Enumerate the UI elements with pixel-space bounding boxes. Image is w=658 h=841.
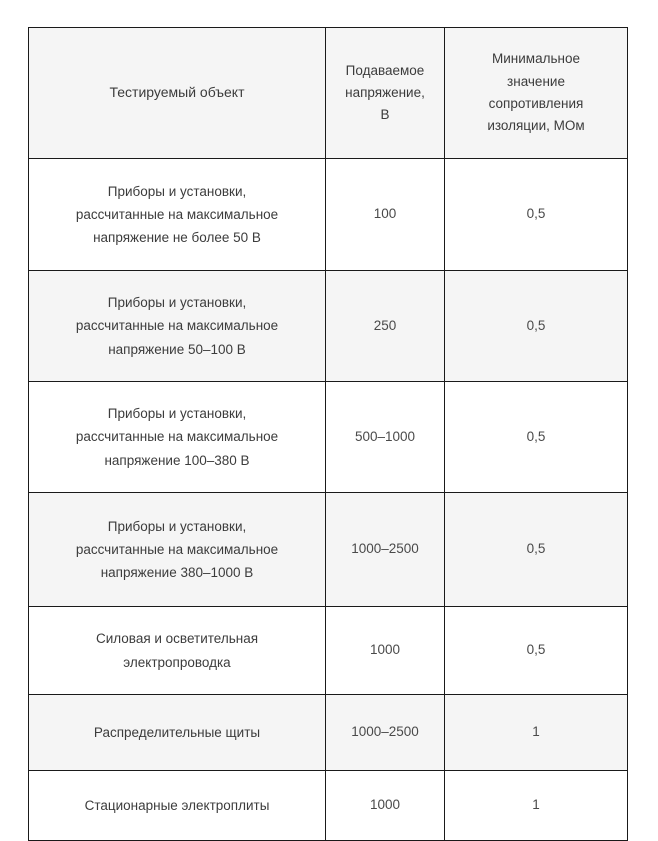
table-row bbox=[29, 771, 628, 841]
cell-resistance: 1 bbox=[445, 695, 628, 771]
cell-resistance: 0,5 bbox=[445, 271, 628, 382]
object-line-3: напряжение 100–380 В bbox=[104, 452, 250, 468]
object-line-1: Приборы и установки, bbox=[107, 183, 247, 199]
object-line-1: Приборы и установки, bbox=[107, 518, 247, 534]
cell-object: Стационарные электроплиты bbox=[29, 771, 326, 841]
header-row bbox=[29, 28, 628, 159]
cell-resistance: 1 bbox=[445, 771, 628, 841]
column-header-resistance bbox=[445, 28, 628, 159]
table-row bbox=[29, 695, 628, 771]
table-row bbox=[29, 493, 628, 607]
column-header-voltage-line-3: В bbox=[380, 107, 390, 123]
cell-resistance: 0,5 bbox=[445, 159, 628, 271]
column-header-resistance-line-4: изоляции, МОм bbox=[487, 118, 585, 134]
table-row bbox=[29, 159, 628, 271]
object-line-3: напряжение 50–100 В bbox=[108, 341, 246, 357]
column-header-resistance-line-1: Минимальное bbox=[492, 51, 580, 67]
cell-voltage: 500–1000 bbox=[326, 382, 445, 493]
object-line-1: Силовая и осветительная bbox=[95, 631, 259, 647]
cell-object bbox=[29, 271, 326, 382]
cell-voltage: 1000–2500 bbox=[326, 493, 445, 607]
object-line-2: электропроводка bbox=[123, 654, 231, 670]
column-header-voltage-line-2: напряжение, bbox=[345, 84, 425, 100]
cell-object bbox=[29, 607, 326, 695]
object-line-3: напряжение не более 50 В bbox=[93, 230, 261, 246]
insulation-resistance-table bbox=[28, 27, 628, 841]
column-header-voltage-line-1: Подаваемое bbox=[345, 62, 425, 78]
column-header-resistance-line-3: сопротивления bbox=[488, 96, 584, 111]
cell-voltage: 250 bbox=[326, 271, 445, 382]
cell-object bbox=[29, 159, 326, 271]
cell-resistance: 0,5 bbox=[445, 382, 628, 493]
cell-object: Распределительные щиты bbox=[29, 695, 326, 771]
cell-object bbox=[29, 493, 326, 607]
table-header bbox=[29, 28, 628, 159]
table-row bbox=[29, 607, 628, 695]
cell-resistance: 0,5 bbox=[445, 607, 628, 695]
cell-voltage: 100 bbox=[326, 159, 445, 271]
cell-resistance: 0,5 bbox=[445, 493, 628, 607]
cell-voltage: 1000–2500 bbox=[326, 695, 445, 771]
table-row bbox=[29, 271, 628, 382]
object-line-2: рассчитанные на максимальное bbox=[75, 429, 279, 445]
object-line-3: напряжение 380–1000 В bbox=[100, 565, 254, 581]
column-header-object: Тестируемый объект bbox=[29, 28, 326, 159]
object-line-1: Приборы и установки, bbox=[107, 406, 247, 422]
column-header-resistance-line-2: значение bbox=[507, 73, 565, 89]
column-header-voltage bbox=[326, 28, 445, 159]
table-row bbox=[29, 382, 628, 493]
cell-voltage: 1000 bbox=[326, 771, 445, 841]
object-line-1: Приборы и установки, bbox=[107, 295, 247, 311]
table-container bbox=[28, 27, 627, 841]
cell-object bbox=[29, 382, 326, 493]
object-line-2: рассчитанные на максимальное bbox=[75, 206, 279, 222]
table-body bbox=[29, 159, 628, 841]
cell-voltage: 1000 bbox=[326, 607, 445, 695]
object-line-2: рассчитанные на максимальное bbox=[75, 318, 279, 334]
object-line-2: рассчитанные на максимальное bbox=[75, 541, 279, 557]
